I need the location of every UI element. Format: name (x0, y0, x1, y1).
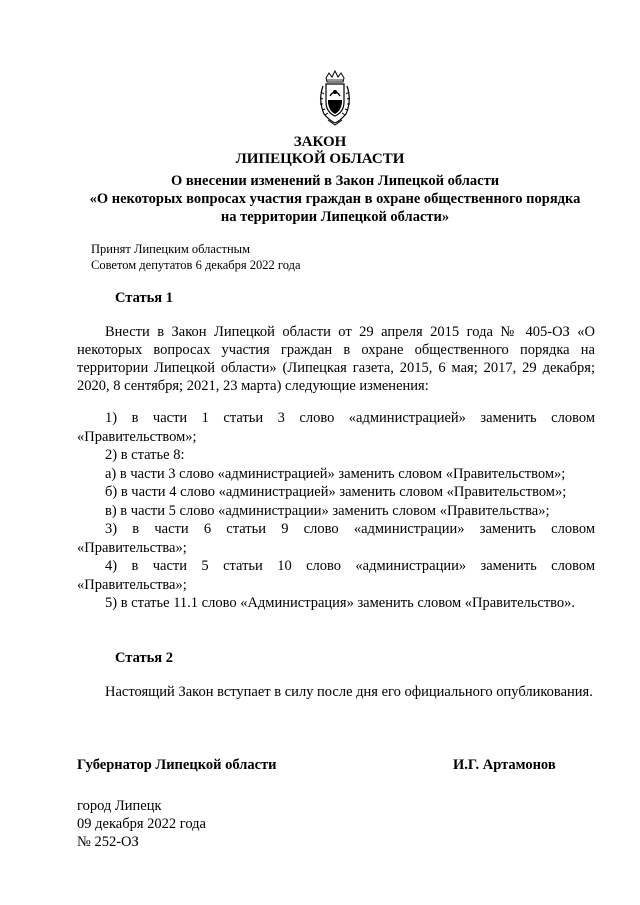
list-item: 5) в статье 11.1 слово «Администрация» заменить словом «Правительство». (105, 595, 576, 611)
footer-date: 09 декабря 2022 года (77, 816, 206, 832)
list-item: 4) в части 5 статьи 10 слово «администрации» заменить словом «Правительства»; (77, 558, 595, 593)
list-item: в) в части 5 слово «администрации» заменить словом «Правительства»; (105, 502, 550, 519)
article-1-intro: Внести в Закон Липецкой области от 29 апреля 2015 года № 405-ОЗ «О некоторых вопросах участия граждан в охране общественного порядка на территории Липецкой области» (Липецкая газета, 2015, 6 мая; 2017, 29 декабря; 2020, 8 сентября; 2021, 23 марта) следующие изменения: (77, 324, 595, 394)
list-item: б) в части 4 слово «администрацией» заменить словом «Правительством»; (105, 484, 567, 500)
adopted-note-line1: Принят Липецким областным (91, 242, 250, 256)
law-subtitle-line1: О внесении изменений в Закон Липецкой области (170, 173, 500, 189)
list-item: 2) в статье 8: (105, 447, 185, 463)
footer-number: № 252-ОЗ (77, 834, 139, 850)
region-title: ЛИПЕЦКОЙ ОБЛАСТИ (235, 151, 405, 167)
law-subtitle-line3: на территории Липецкой области» (220, 209, 450, 225)
list-item: а) в части 3 слово «администрацией» заменить словом «Правительством»; (105, 465, 566, 482)
coat-of-arms-emblem (316, 70, 354, 126)
list-item: 3) в части 6 статьи 9 слово «администрации» заменить словом «Правительства»; (77, 521, 595, 556)
article-1-heading: Статья 1 (115, 290, 173, 306)
article-2-text: Настоящий Закон вступает в силу после дня его официального опубликования. (105, 684, 593, 700)
list-item: 1) в части 1 статьи 3 слово «администрацией» заменить словом «Правительством»; (77, 410, 595, 445)
footer-city: город Липецк (77, 798, 162, 814)
signatory-name: И.Г. Артамонов (453, 757, 556, 773)
adopted-note-line2: Советом депутатов 6 декабря 2022 года (91, 258, 301, 272)
law-title: ЗАКОН (293, 134, 347, 150)
law-subtitle-line2: «О некоторых вопросах участия граждан в охране общественного порядка (89, 191, 581, 207)
article-1-items (77, 409, 595, 613)
signatory-position: Губернатор Липецкой области (77, 757, 277, 773)
article-2-heading: Статья 2 (115, 650, 173, 666)
